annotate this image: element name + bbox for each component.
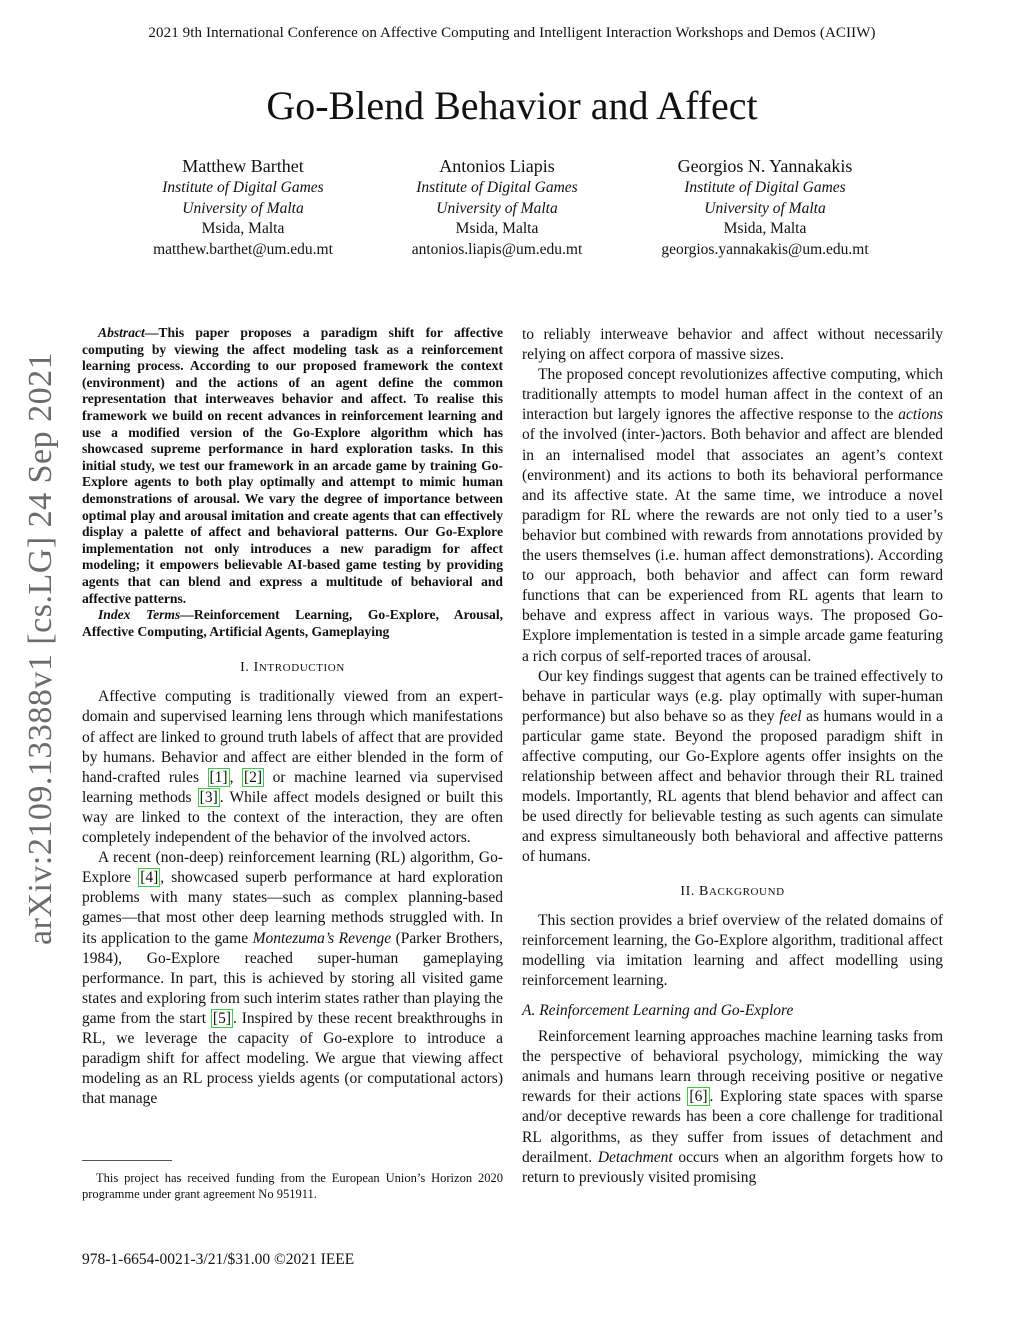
abstract: [82, 325, 503, 640]
author-institute: Institute of Digital Games: [162, 179, 324, 196]
section-initial: I: [253, 660, 259, 676]
conference-header: 2021 9th International Conference on Affective Computing and Intelligent Interaction Workshops and Demos (ACIIW): [148, 25, 876, 41]
citation-link[interactable]: [4]: [140, 869, 159, 887]
index-terms-text: Reinforcement Learning, Go-Explore, Arousal, Affective Computing, Artificial Agents, Gameplaying: [82, 607, 504, 639]
author-university: University of Malta: [704, 199, 826, 217]
intro-paragraph-2: [82, 848, 503, 1109]
index-terms-dash: —: [180, 607, 194, 623]
abstract-text: This paper proposes a paradigm shift for affective computing by viewing the affect modeling task as a reinforcement learning process. According to our proposed framework the context (environment) and the actions of an agent define the common representation that interweaves behavior and affect. To realise this framework we build on recent advances in reinforcement learning and use a modified version of the Go-Explore algorithm which has showcased supreme performance in hard exploration tasks. In this initial study, we test our framework in an arcade game by training Go-Explore agents to both play optimally and attempt to mimic human demonstrations of arousal. We vary the degree of importance between optimal play and arousal imitation and create agents that can effectively display a palette of affect and behavioral patterns. Our Go-Explore implementation not only introduces a new paradigm for affect modeling; it empowers believable AI-based game testing by providing agents that can blend and express a multitude of behavioral and affective patterns.: [82, 325, 503, 606]
text-run: ,: [229, 768, 243, 786]
author-university: University of Malta: [436, 199, 558, 217]
intro-paragraph-4: [522, 667, 943, 868]
text-run: (Parker Brothers, 1984), Go-Explore reached super-human gameplaying performance. In part, this is achieved by storing all visited game states and exploring from such interim states rather than playing the game from the start: [82, 929, 503, 1027]
index-terms: [82, 607, 503, 640]
game-title: Montezuma’s Revenge: [252, 929, 392, 947]
author-institute: Institute of Digital Games: [416, 179, 578, 196]
author-block-2: [347, 155, 647, 260]
section-rest: NTRODUCTION: [258, 662, 345, 675]
text-run: . Inspired by these recent breakthroughs in RL, we leverage the capacity of Go-explore to introduce a paradigm shift for affect modeling. We argue that viewing affect modeling as an RL process yields agents (or computational actors) that manage: [82, 1009, 503, 1108]
background-paragraph: [522, 1027, 943, 1188]
text-run: A recent (non-deep) reinforcement learning (RL) algorithm, Go-Explore: [82, 849, 503, 887]
paper-title: Go-Blend Behavior and Affect: [266, 83, 758, 128]
text-run: Our key findings suggest that agents can be trained effectively to behave in particular ways (e.g. play optimally with super-human performance) but also behave so as they: [522, 667, 943, 725]
author-location: Msida, Malta: [723, 220, 807, 237]
author-email: georgios.yannakakis@um.edu.mt: [661, 240, 869, 258]
citation-link[interactable]: [2]: [244, 768, 263, 786]
index-terms-label: Index Terms: [98, 607, 181, 623]
arxiv-stamp: arXiv:2109.13388v1 [cs.LG] 24 Sep 2021: [22, 351, 59, 945]
text-run: Affective computing is traditionally viewed from an expert-domain and supervised learning lens through which manifestations of affect are linked to ground truth labels of affect that are provided by humans. Behavior and affect are either blended in the form of hand-crafted rules: [82, 688, 503, 786]
subsection-heading: A. Reinforcement Learning and Go-Explore: [522, 1002, 794, 1019]
text-run: or machine learned via supervised learning methods: [82, 768, 504, 806]
section-number: I.: [240, 660, 250, 676]
background-intro: This section provides a brief overview of the related domains of reinforcement learning, the Go-Explore algorithm, traditional affect modelling via imitation learning and affect modelling using reinforcement learning.: [522, 911, 943, 989]
text-run: of the involved (inter-)actors. Both behavior and affect are blended in an internalised model that associates an agent’s context (environment) and its actions to both its behavioral performance and its affective state. At the same time, we introduce a novel paradigm for RL where the rewards are not only tied to a user’s behavior but combined with rewards from annotations provided by the users themselves (i.e. human affect demonstrations). According to our approach, both behavior and affect can form reward functions that can be experienced from RL agents that learn to behave and express affect in various ways. The proposed Go-Explore implementation is tested in a simple arcade game featuring a rich corpus of self-reported traces of arousal.: [522, 426, 943, 665]
abstract-dash: —: [144, 325, 159, 340]
author-name: Georgios N. Yannakakis: [677, 156, 853, 176]
left-column: [82, 325, 503, 1109]
citation-link[interactable]: [3]: [199, 788, 218, 806]
author-university: University of Malta: [182, 199, 304, 217]
section-heading-background: [522, 882, 943, 902]
abstract-paragraph: [82, 325, 503, 607]
author-block-3: [615, 155, 915, 260]
section-heading-introduction: [82, 658, 503, 678]
section-initial: B: [699, 883, 709, 899]
intro-paragraph-3: [522, 365, 943, 666]
intro-paragraph-1: [82, 687, 503, 848]
footnote-rule: [82, 1160, 172, 1161]
text-run: . While affect models designed or built this way are linked to the context of the interaction, they are often completely independent of the behavior of the involved actors.: [82, 788, 503, 847]
text-run: occurs when an algorithm forgets how to return to previously visited promising: [522, 1148, 943, 1186]
emphasis: actions: [898, 406, 943, 424]
author-email: matthew.barthet@um.edu.mt: [153, 240, 333, 258]
abstract-label: Abstract: [98, 325, 145, 340]
section-rest: ACKGROUND: [709, 885, 785, 898]
author-name: Antonios Liapis: [439, 156, 555, 176]
citation-link[interactable]: [6]: [689, 1088, 708, 1106]
section-number: II.: [680, 883, 695, 899]
right-column: [522, 325, 943, 1188]
emphasis: Detachment: [597, 1148, 673, 1166]
text-run: , showcased superb performance at hard exploration problems with many states—such as complex planning-based games—that most other deep learning methods struggled with. In its application to the game: [82, 869, 503, 947]
author-email: antonios.liapis@um.edu.mt: [411, 240, 583, 258]
text-run: Reinforcement learning approaches machine learning tasks from the perspective of behavioral psychology, mimicking the way animals and humans learn through receiving positive or negative rewards for their actions: [522, 1028, 943, 1106]
author-institute: Institute of Digital Games: [684, 179, 846, 196]
citation-link[interactable]: [5]: [212, 1009, 231, 1027]
author-location: Msida, Malta: [455, 220, 539, 237]
emphasis: feel: [779, 707, 802, 725]
text-run: The proposed concept revolutionizes affective computing, which traditionally attempts to model human affect in the context of an interaction but largely ignores the affective response to the: [522, 366, 943, 424]
citation-link[interactable]: [1]: [209, 768, 228, 786]
author-name: Matthew Barthet: [182, 156, 304, 176]
text-run: . Exploring state spaces with sparse and/or deceptive rewards has been a core challenge for traditional RL algorithms, as they suffer from issues of detachment and derailment.: [522, 1088, 943, 1166]
intro-paragraph-continued: to reliably interweave behavior and affect without necessarily relying on affect corpora of massive sizes.: [522, 326, 943, 364]
funding-footnote: This project has received funding from the European Union’s Horizon 2020 programme under grant agreement No 951911.: [82, 1171, 503, 1201]
isbn-line: 978-1-6654-0021-3/21/$31.00 ©2021 IEEE: [82, 1251, 355, 1268]
author-location: Msida, Malta: [201, 220, 285, 237]
text-run: as humans would in a particular game state. Beyond the proposed paradigm shift in affective computing, our Go-Explore agents offer insights on the relationship between affect and behavior through their RL trained models. Importantly, RL agents that blend behavior and affect can be used directly for believable testing as such agents can simulate and express simultaneously both behavioral and affective patterns of humans.: [522, 707, 943, 866]
